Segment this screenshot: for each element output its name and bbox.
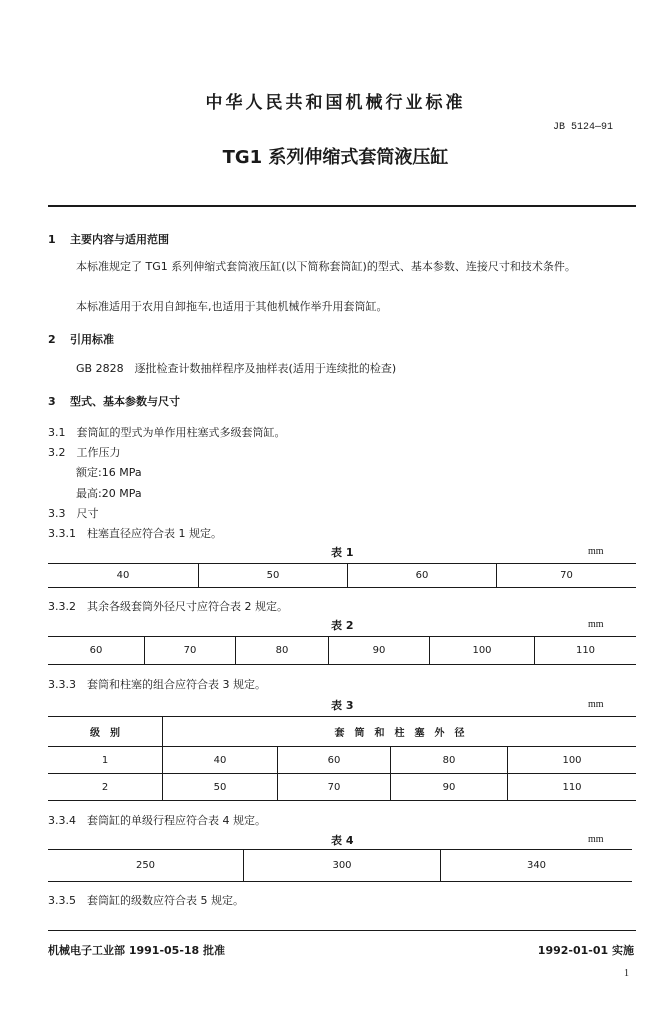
table-1-caption: 表 1 (331, 546, 354, 559)
header-rule (48, 205, 636, 207)
approval-line: 机械电子工业部 1991-05-18 批准 (48, 944, 226, 957)
section-number: 2 (48, 333, 56, 346)
table-3-unit: mm (588, 699, 604, 710)
table-cell: 340 (441, 850, 633, 882)
effective-date: 1992-01-01 实施 (537, 944, 634, 957)
section-title: 引用标准 (70, 333, 114, 346)
table-4-caption: 表 4 (331, 834, 354, 847)
footer-rule (48, 930, 636, 931)
table-cell: 110 (508, 774, 637, 801)
clause-3-3-5: 3.3.5 套筒缸的级数应符合表 5 规定。 (48, 894, 244, 907)
table-cell: 40 (48, 564, 199, 588)
table-cell: 50 (199, 564, 348, 588)
clause-3-1: 3.1 套筒缸的型式为单作用柱塞式多级套筒缸。 (48, 426, 286, 439)
table-header-diameters: 套 筒 和 柱 塞 外 径 (163, 717, 637, 747)
clause-3-3-4: 3.3.4 套筒缸的单级行程应符合表 4 规定。 (48, 814, 266, 827)
standard-code: JB 5124—91 (552, 122, 613, 133)
table-cell: 1 (48, 747, 163, 774)
table-cell: 90 (391, 774, 508, 801)
table-cell: 250 (48, 850, 244, 882)
section-title: 型式、基本参数与尺寸 (70, 395, 180, 408)
table-cell: 50 (163, 774, 278, 801)
table-cell: 100 (508, 747, 637, 774)
page-number: 1 (624, 968, 629, 979)
reference-standard: GB 2828 逐批检查计数抽样程序及抽样表(适用于连续批的检查) (76, 362, 397, 375)
table-4-unit: mm (588, 834, 604, 845)
table-cell: 100 (430, 637, 535, 665)
table-cell: 2 (48, 774, 163, 801)
rated-pressure: 额定:16 MPa (76, 466, 142, 479)
clause-3-2: 3.2 工作压力 (48, 446, 121, 459)
table-1 (48, 563, 636, 588)
section-number: 1 (48, 233, 56, 246)
table-cell: 110 (535, 637, 637, 665)
table-cell: 60 (278, 747, 391, 774)
section-1-paragraph-1: 本标准规定了 TG1 系列伸缩式套筒液压缸(以下简称套筒缸)的型式、基本参数、连接尺寸和技术条件。 (76, 260, 576, 273)
section-2-heading (48, 331, 114, 347)
section-1-heading (48, 231, 169, 247)
table-cell: 60 (348, 564, 497, 588)
table-cell: 60 (48, 637, 145, 665)
table-3 (48, 716, 636, 801)
section-number: 3 (48, 395, 56, 408)
table-cell: 70 (497, 564, 637, 588)
table-cell: 90 (329, 637, 430, 665)
table-2-unit: mm (588, 619, 604, 630)
section-3-heading (48, 393, 180, 409)
table-cell: 70 (278, 774, 391, 801)
section-1-paragraph-2: 本标准适用于农用自卸拖车,也适用于其他机械作举升用套筒缸。 (76, 300, 388, 313)
table-cell: 40 (163, 747, 278, 774)
table-cell: 300 (244, 850, 441, 882)
standard-organization: 中华人民共和国机械行业标准 (205, 93, 466, 113)
clause-3-3: 3.3 尺寸 (48, 507, 99, 520)
table-header-grade: 级 别 (48, 717, 163, 747)
table-cell: 80 (236, 637, 329, 665)
max-pressure: 最高:20 MPa (76, 487, 142, 500)
table-4 (48, 849, 632, 882)
table-2-caption: 表 2 (331, 619, 354, 632)
table-2 (48, 636, 636, 665)
table-cell: 80 (391, 747, 508, 774)
clause-3-3-2: 3.3.2 其余各级套筒外径尺寸应符合表 2 规定。 (48, 600, 288, 613)
section-title: 主要内容与适用范围 (70, 233, 169, 246)
table-3-caption: 表 3 (331, 699, 354, 712)
table-1-unit: mm (588, 546, 604, 557)
document-title: TG1 系列伸缩式套筒液压缸 (222, 147, 449, 168)
table-cell: 70 (145, 637, 236, 665)
clause-3-3-1: 3.3.1 柱塞直径应符合表 1 规定。 (48, 527, 222, 540)
clause-3-3-3: 3.3.3 套筒和柱塞的组合应符合表 3 规定。 (48, 678, 266, 691)
